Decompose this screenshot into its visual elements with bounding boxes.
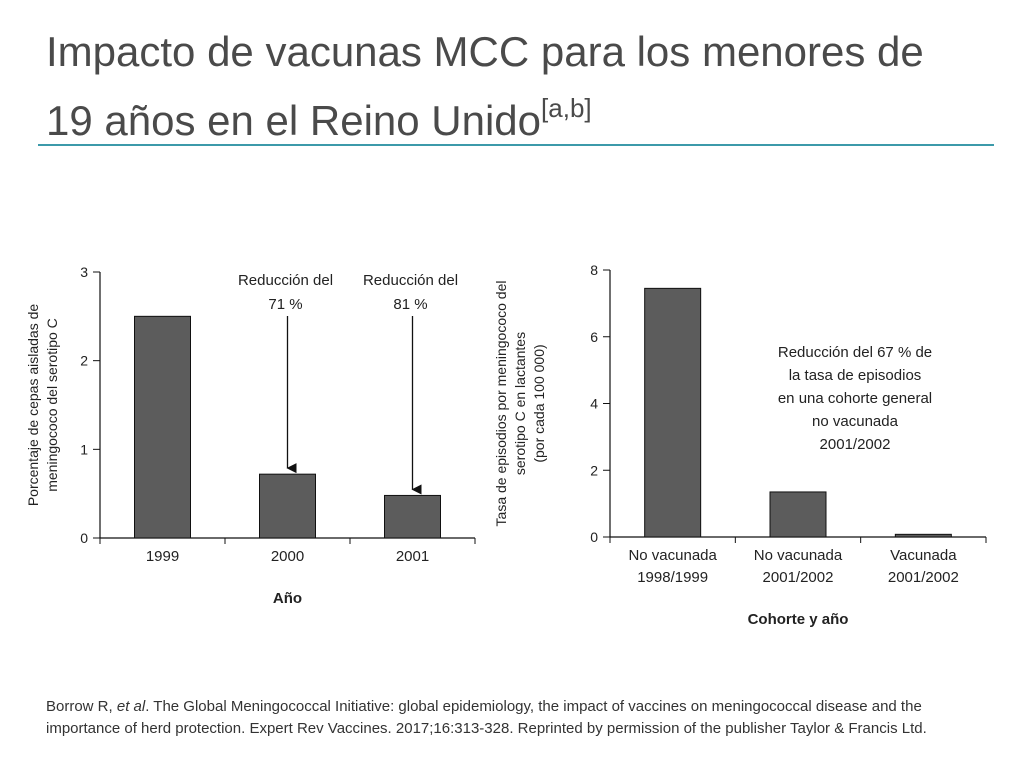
x-tick-label: 2000 — [270, 548, 305, 565]
annotation-text: 81 % — [393, 296, 428, 313]
y-axis-title-line: Porcentaje de cepas aisladas de — [25, 303, 41, 507]
citation-etal: et al — [116, 698, 146, 715]
y-tick-label: 8 — [590, 262, 598, 278]
chart-right — [493, 262, 986, 628]
citation-author: Borrow R, — [46, 698, 117, 715]
x-tick-label: 2001/2002 — [762, 569, 834, 586]
bar — [895, 534, 951, 537]
y-tick-label: 0 — [80, 530, 88, 546]
y-tick-label: 3 — [80, 264, 88, 280]
annotation-text: 71 % — [268, 296, 303, 313]
title-reference: [a,b] — [541, 93, 592, 123]
y-axis-title-line: meningococo del serotipo C — [44, 318, 60, 492]
annotation-text: en una cohorte general — [777, 390, 933, 407]
title-line-2: 19 años en el Reino Unido — [46, 97, 542, 144]
annotation-text: Reducción del — [362, 272, 459, 289]
bar — [385, 495, 441, 538]
x-tick-label: 1999 — [145, 548, 180, 565]
y-axis-title-line: serotipo C en lactantes — [512, 331, 528, 476]
annotation-text: la tasa de episodios — [788, 367, 922, 384]
x-axis-title: Año — [272, 590, 303, 607]
x-tick-label: 2001/2002 — [887, 569, 959, 586]
y-tick-label: 0 — [590, 529, 598, 545]
y-tick-label: 2 — [590, 462, 598, 479]
annotation-text: Reducción del — [237, 272, 334, 289]
y-tick-label: 1 — [80, 441, 88, 458]
x-tick-label: Vacunada — [890, 547, 957, 564]
y-tick-label: 2 — [80, 352, 88, 369]
x-tick-label: No vacunada — [628, 547, 717, 564]
citation — [46, 696, 996, 740]
citation-text: . The Global Meningococcal Initiative: global epidemiology, the impact of vaccines on meningococcal disease and the importance of herd protection. Expert Rev Vaccines. 2017;16:313-328. Reprinted by permission of the publisher Taylor & Francis Ltd. — [46, 698, 927, 737]
y-axis-title-line: Tasa de episodios por meningococo del — [493, 280, 509, 527]
bar — [135, 316, 191, 538]
annotation-text: Reducción del 67 % de — [777, 344, 933, 361]
annotation-text: 2001/2002 — [819, 436, 891, 453]
y-tick-label: 6 — [590, 328, 598, 345]
y-axis-title-line: (por cada 100 000) — [531, 344, 547, 463]
y-tick-label: 4 — [590, 395, 598, 412]
x-tick-label: 1998/1999 — [637, 569, 709, 586]
bar — [260, 474, 316, 538]
annotation-text: no vacunada — [812, 413, 898, 430]
x-axis-title: Cohorte y año — [747, 611, 849, 628]
x-tick-label: 2001 — [395, 548, 430, 565]
bar — [645, 288, 701, 537]
title-line-1: Impacto de vacunas MCC para los menores de — [46, 28, 924, 75]
bar — [770, 492, 826, 537]
x-tick-label: No vacunada — [753, 547, 843, 564]
chart-left — [25, 264, 475, 607]
